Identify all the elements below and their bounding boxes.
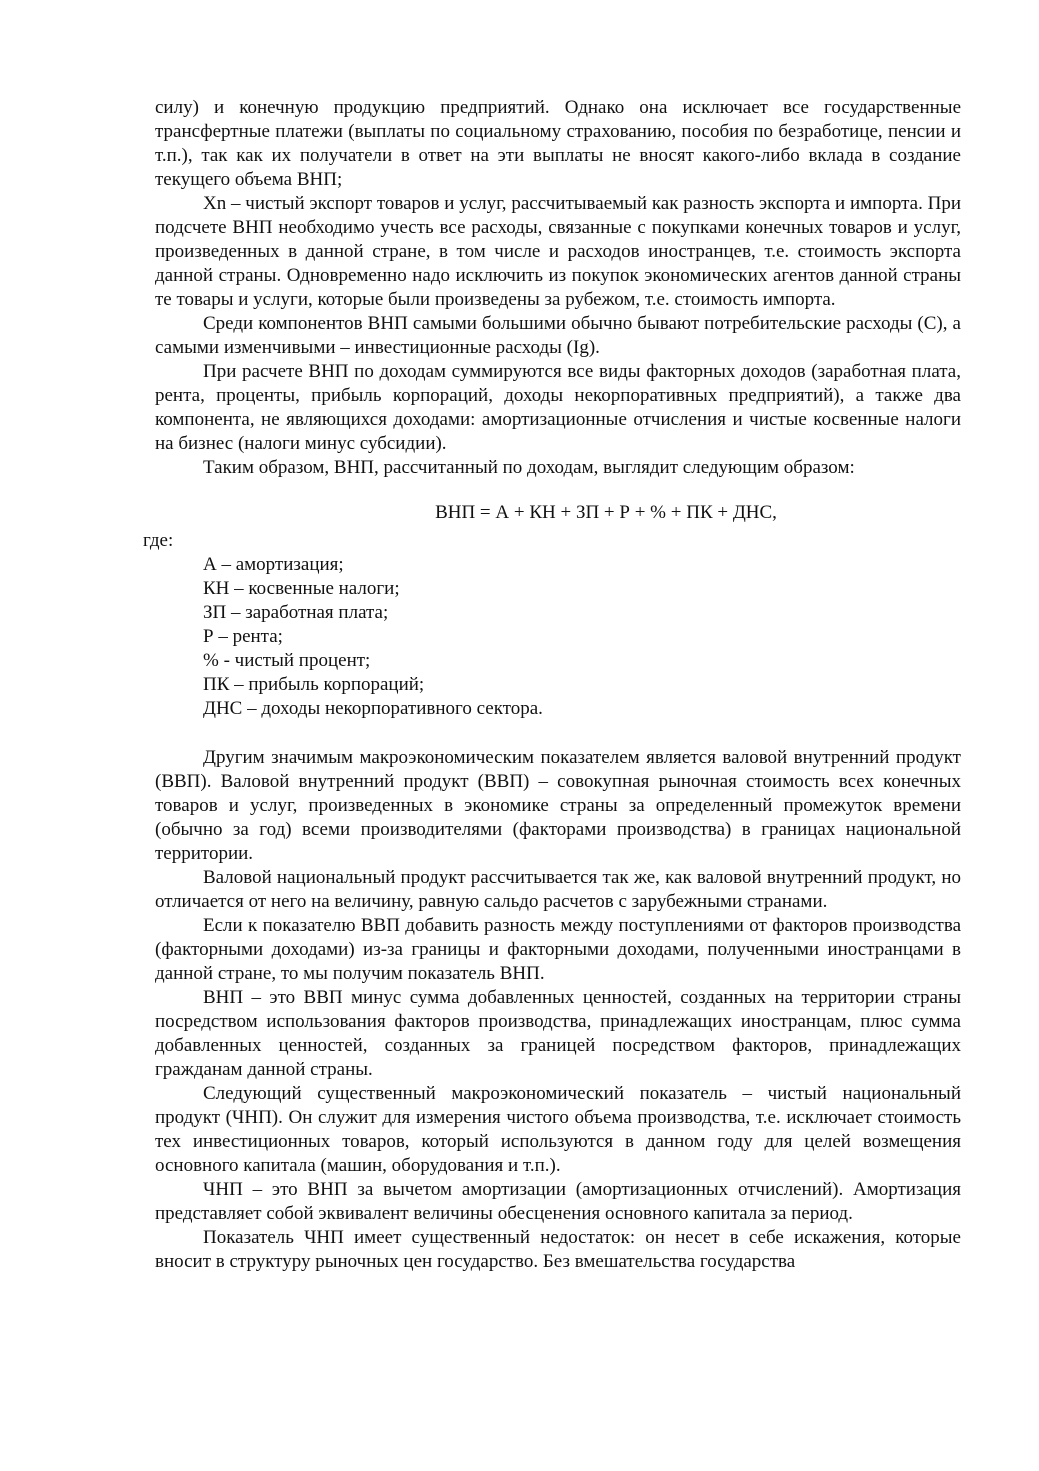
paragraph: Другим значимым макроэкономическим показателем является валовой внутренний продукт (ВВП). Валовой внутренний продукт (ВВП) – совокупная рыночная стоимость всех конечных товаров и услуг, произведенных в экономике страны за определенный промежуток времени (обычно за год) всеми производителями (факторами производства) в границах национальной территории. [155,747,961,864]
definition-list [155,553,961,721]
paragraph: Таким образом, ВНП, рассчитанный по доходам, выглядит следующим образом: [203,457,855,478]
paragraph: ЧНП – это ВНП за вычетом амортизации (амортизационных отчислений). Амортизация представляет собой эквивалент величины обесценения основного капитала за период. [155,1179,961,1224]
paragraph: Показатель ЧНП имеет существенный недостаток: он несет в себе искажения, которые вносит в структуру рыночных цен государство. Без вмешательства государства [155,1227,961,1272]
definition-item: % - чистый процент; [203,650,371,671]
paragraph: Среди компонентов ВНП самыми большими обычно бывают потребительские расходы (С), а самыми изменчивыми – инвестиционные расходы (Ig). [155,313,961,358]
paragraph: Если к показателю ВВП добавить разность между поступлениями от факторов производства (факторными доходами) из-за границы и факторными доходами, полученными иностранцами в данной стране, то мы получим показатель ВНП. [155,915,961,984]
paragraph: При расчете ВНП по доходам суммируются все виды факторных доходов (заработная плата, рента, проценты, прибыль корпораций, доходы некорпоративных предприятий), а также два компонента, не являющихся доходами: амортизационные отчисления и чистые косвенные налоги на бизнес (налоги минус субсидии). [155,361,961,454]
document-page [143,96,961,1274]
paragraph: Валовой национальный продукт рассчитывается так же, как валовой внутренний продукт, но отличается от него на величину, равную сальдо расчетов с зарубежными странами. [155,867,961,912]
paragraph: Следующий существенный макроэкономический показатель – чистый национальный продукт (ЧНП). Он служит для измерения чистого объема производства, т.е. исключает стоимость тех инвестиционных товаров, который используются в данном году для целей возмещения основного капитала (машин, оборудования и т.п.). [155,1083,961,1176]
definition-item: ЗП – заработная плата; [203,602,389,623]
spacer [155,721,961,746]
definition-item: ПК – прибыль корпораций; [203,674,425,695]
definition-item: КН – косвенные налоги; [203,578,400,599]
definition-item: А – амортизация; [203,554,344,575]
paragraph: Xn – чистый экспорт товаров и услуг, рассчитываемый как разность экспорта и импорта. При подсчете ВНП необходимо учесть все расходы, связанные с покупками конечных товаров и услуг, произведенных в данной стране, в том числе и расходов иностранцев, т.е. стоимость экспорта данной страны. Одновременно надо исключить из покупок экономических агентов данной страны те товары и услуги, которые были произведены за рубежом, т.е. стоимость импорта. [155,193,961,310]
formula: ВНП = А + КН + ЗП + Р + % + ПК + ДНС, [435,502,777,523]
paragraph: ВНП – это ВВП минус сумма добавленных ценностей, созданных на территории страны посредством использования факторов производства, принадлежащих иностранцам, плюс сумма добавленных ценностей, созданных за границей посредством факторов, принадлежащих гражданам данной страны. [155,987,961,1080]
where-label: где: [143,530,174,551]
definition-item: ДНС – доходы некорпоративного сектора. [203,698,543,719]
definition-item: Р – рента; [203,626,283,647]
paragraph: силу) и конечную продукцию предприятий. Однако она исключает все государственные трансфертные платежи (выплаты по социальному страхованию, пособия по безработице, пенсии и т.п.), так как их получатели в ответ на эти выплаты не вносят какого-либо вклада в создание текущего объема ВНП; [155,97,961,190]
